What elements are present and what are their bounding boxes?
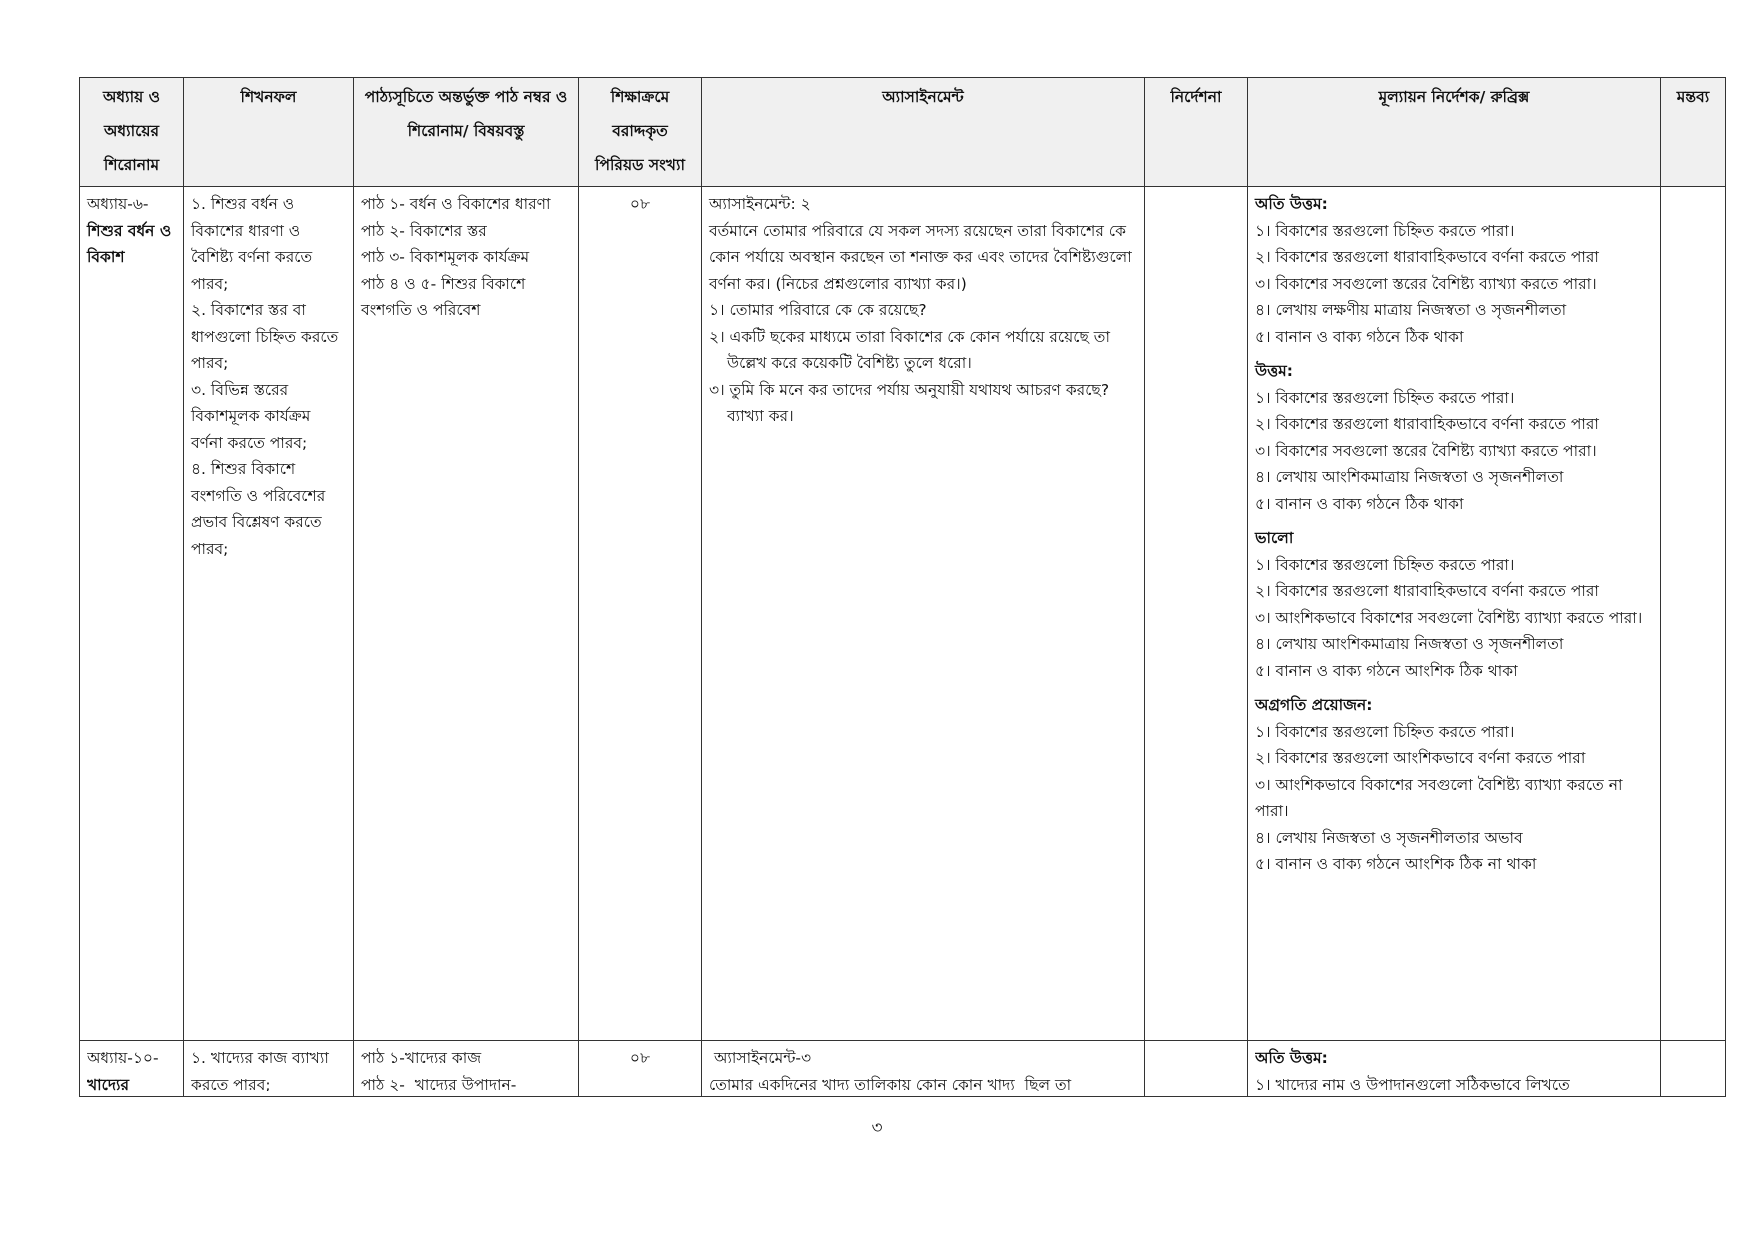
remarks-cell [1661, 1041, 1726, 1097]
rubric-item: ৪। লেখায় লক্ষণীয় মাত্রায় নিজস্বতা ও সৃজনশীলতা [1255, 301, 1567, 319]
rubric-block-excellent [1255, 191, 1653, 350]
instructions-cell [1145, 1041, 1248, 1097]
lesson-item: পাঠ ২- বিকাশের স্তর [361, 221, 487, 240]
table-row [80, 187, 1726, 1041]
chapter-number: অধ্যায়-১০- [87, 1049, 159, 1067]
rubric-item: ২। বিকাশের স্তরগুলো ধারাবাহিকভাবে বর্ণনা করতে পারা [1255, 415, 1599, 433]
rubric-level: উত্তম: [1255, 362, 1293, 380]
header-instructions: নির্দেশনা [1145, 78, 1248, 187]
rubrics-cell [1248, 1041, 1661, 1097]
lesson-item: পাঠ ২- খাদ্যের উপাদান- [361, 1075, 517, 1091]
lessons-cell [354, 1041, 579, 1097]
assignment-cell [702, 187, 1145, 1041]
rubric-item: ৫। বানান ও বাক্য গঠনে ঠিক থাকা [1255, 494, 1464, 513]
rubric-item: ১। বিকাশের স্তরগুলো চিহ্নিত করতে পারা। [1255, 722, 1515, 741]
table-row [80, 1041, 1726, 1097]
assignment-question: ১। তোমার পরিবারে কে কে রয়েছে? [709, 301, 927, 319]
page-number: ৩ [871, 1118, 883, 1138]
curriculum-table-sheet [79, 77, 1725, 1097]
rubric-item: ৩। আংশিকভাবে বিকাশের সবগুলো বৈশিষ্ট্য ব্যাখ্যা করতে না পারা। [1255, 775, 1623, 820]
rubric-block-very-good [1255, 358, 1653, 517]
rubric-item: ৩। বিকাশের সবগুলো স্তরের বৈশিষ্ট্য ব্যাখ্যা করতে পারা। [1255, 441, 1597, 460]
header-learning-outcomes: শিখনফল [184, 78, 354, 187]
outcomes-text: ১. খাদ্যের কাজ ব্যাখ্যা করতে পারব; [191, 1049, 334, 1091]
lessons-cell [354, 187, 579, 1041]
header-lessons: পাঠ্যসূচিতে অন্তর্ভুক্ত পাঠ নম্বর ও শিরোনাম/ বিষয়বস্তু [354, 78, 579, 187]
rubric-item: ৪। লেখায় আংশিকমাত্রায় নিজস্বতা ও সৃজনশীলতা [1255, 468, 1564, 486]
rubric-item: ৫। বানান ও বাক্য গঠনে আংশিক ঠিক না থাকা [1255, 855, 1537, 873]
rubric-level: ভালো [1255, 529, 1294, 547]
rubric-item: ৪। লেখায় আংশিকমাত্রায় নিজস্বতা ও সৃজনশীলতা [1255, 635, 1564, 653]
rubric-item: ৩। আংশিকভাবে বিকাশের সবগুলো বৈশিষ্ট্য ব্যাখ্যা করতে পারা। [1255, 608, 1643, 627]
rubric-item: ৪। লেখায় নিজস্বতা ও সৃজনশীলতার অভাব [1255, 828, 1523, 847]
assignment-table [79, 77, 1726, 1097]
outcomes-cell [184, 1041, 354, 1097]
rubric-block-needs-improvement [1255, 692, 1653, 878]
rubric-level: অতি উত্তম: [1255, 195, 1328, 213]
rubrics-cell [1248, 187, 1661, 1041]
assignment-question: ৩। তুমি কি মনে কর তাদের পর্যায় অনুযায়ী যথাযথ আচরণ করছে? ব্যাখ্যা কর। [709, 380, 1114, 425]
chapter-cell [80, 1041, 184, 1097]
assignment-question: ২। একটি ছকের মাধ্যমে তারা বিকাশের কে কোন পর্যায়ে রয়েছে তা উল্লেখ করে কয়েকটি বৈশিষ্ট্য তুলে ধরো। [709, 327, 1115, 372]
chapter-cell [80, 187, 184, 1041]
assignment-title: অ্যাসাইনমেন্ট: ২ [709, 195, 811, 213]
rubric-block-good [1255, 525, 1653, 684]
chapter-number: অধ্যায়-৬- [87, 195, 149, 213]
chapter-title: শিশুর বর্ধন ও বিকাশ [87, 221, 177, 266]
periods-value: ০৮ [629, 1049, 651, 1067]
rubric-item: ২। বিকাশের স্তরগুলো ধারাবাহিকভাবে বর্ণনা করতে পারা [1255, 248, 1599, 266]
header-chapter: অধ্যায় ও অধ্যায়ের শিরোনাম [80, 78, 184, 187]
header-assignment: অ্যাসাইনমেন্ট [702, 78, 1145, 187]
rubric-item: ২। বিকাশের স্তরগুলো আংশিকভাবে বর্ণনা করতে পারা [1255, 749, 1586, 767]
lesson-item: পাঠ ৩- বিকাশমূলক কার্যক্রম [361, 248, 530, 266]
lesson-item: পাঠ ১- বর্ধন ও বিকাশের ধারণা [361, 195, 551, 213]
rubric-level: অতি উত্তম: [1255, 1049, 1328, 1067]
assignment-cell [702, 1041, 1145, 1097]
rubric-item: ১। বিকাশের স্তরগুলো চিহ্নিত করতে পারা। [1255, 388, 1515, 407]
lesson-item: পাঠ ১-খাদ্যের কাজ [361, 1049, 482, 1067]
periods-cell [579, 187, 702, 1041]
assignment-body: তোমার একদিনের খাদ্য তালিকায় কোন কোন খাদ্য ছিল তা [709, 1075, 1072, 1091]
assignment-title: অ্যাসাইনমেন্ট-৩ [709, 1049, 812, 1067]
rubric-item: ৫। বানান ও বাক্য গঠনে আংশিক ঠিক থাকা [1255, 661, 1518, 680]
outcomes-cell [184, 187, 354, 1041]
rubric-level: অগ্রগতি প্রয়োজন: [1255, 696, 1373, 714]
rubric-item: ৫। বানান ও বাক্য গঠনে ঠিক থাকা [1255, 327, 1464, 346]
lesson-item: পাঠ ৪ ও ৫- শিশুর বিকাশে বংশগতি ও পরিবেশ [361, 274, 531, 319]
header-remarks: মন্তব্য [1661, 78, 1726, 187]
outcomes-text: ১. শিশুর বর্ধন ও বিকাশের ধারণা ও বৈশিষ্ট্য বর্ণনা করতে পারব; ২. বিকাশের স্তর বা ধাপগুলো চিহ্নিত করতে পারব; ৩. বিভিন্ন স্তরের বিকাশমূলক কার্যক্রম বর্ণনা করতে পারব; ৪. শিশুর বিকাশে বংশগতি ও পরিবেশের প্রভাব বিশ্লেষণ করতে পারব; [191, 195, 339, 558]
chapter-title: খাদ্যের [87, 1075, 130, 1091]
instructions-cell [1145, 187, 1248, 1041]
rubric-item: ১। বিকাশের স্তরগুলো চিহ্নিত করতে পারা। [1255, 555, 1515, 574]
table-header-row [80, 78, 1726, 187]
periods-value: ০৮ [629, 195, 651, 213]
rubric-item: ১। বিকাশের স্তরগুলো চিহ্নিত করতে পারা। [1255, 221, 1515, 240]
periods-cell [579, 1041, 702, 1097]
rubric-item: ৩। বিকাশের সবগুলো স্তরের বৈশিষ্ট্য ব্যাখ্যা করতে পারা। [1255, 274, 1597, 293]
assignment-body: বর্তমানে তোমার পরিবারে যে সকল সদস্য রয়েছেন তারা বিকাশের কে কোন পর্যায়ে অবস্থান করছেন তা শনাক্ত কর এবং তাদের বৈশিষ্ট্যগুলো বর্ণনা কর। (নিচের প্রশ্নগুলোর ব্যাখ্যা কর।) [709, 221, 1137, 293]
rubric-item: ২। বিকাশের স্তরগুলো ধারাবাহিকভাবে বর্ণনা করতে পারা [1255, 582, 1599, 600]
rubric-item: ১। খাদ্যের নাম ও উপাদানগুলো সঠিকভাবে লিখতে [1255, 1075, 1570, 1091]
header-rubrics: মূল্যায়ন নির্দেশক/ রুব্রিক্স [1248, 78, 1661, 187]
remarks-cell [1661, 187, 1726, 1041]
header-periods: শিক্ষাক্রমে বরাদ্দকৃত পিরিয়ড সংখ্যা [579, 78, 702, 187]
